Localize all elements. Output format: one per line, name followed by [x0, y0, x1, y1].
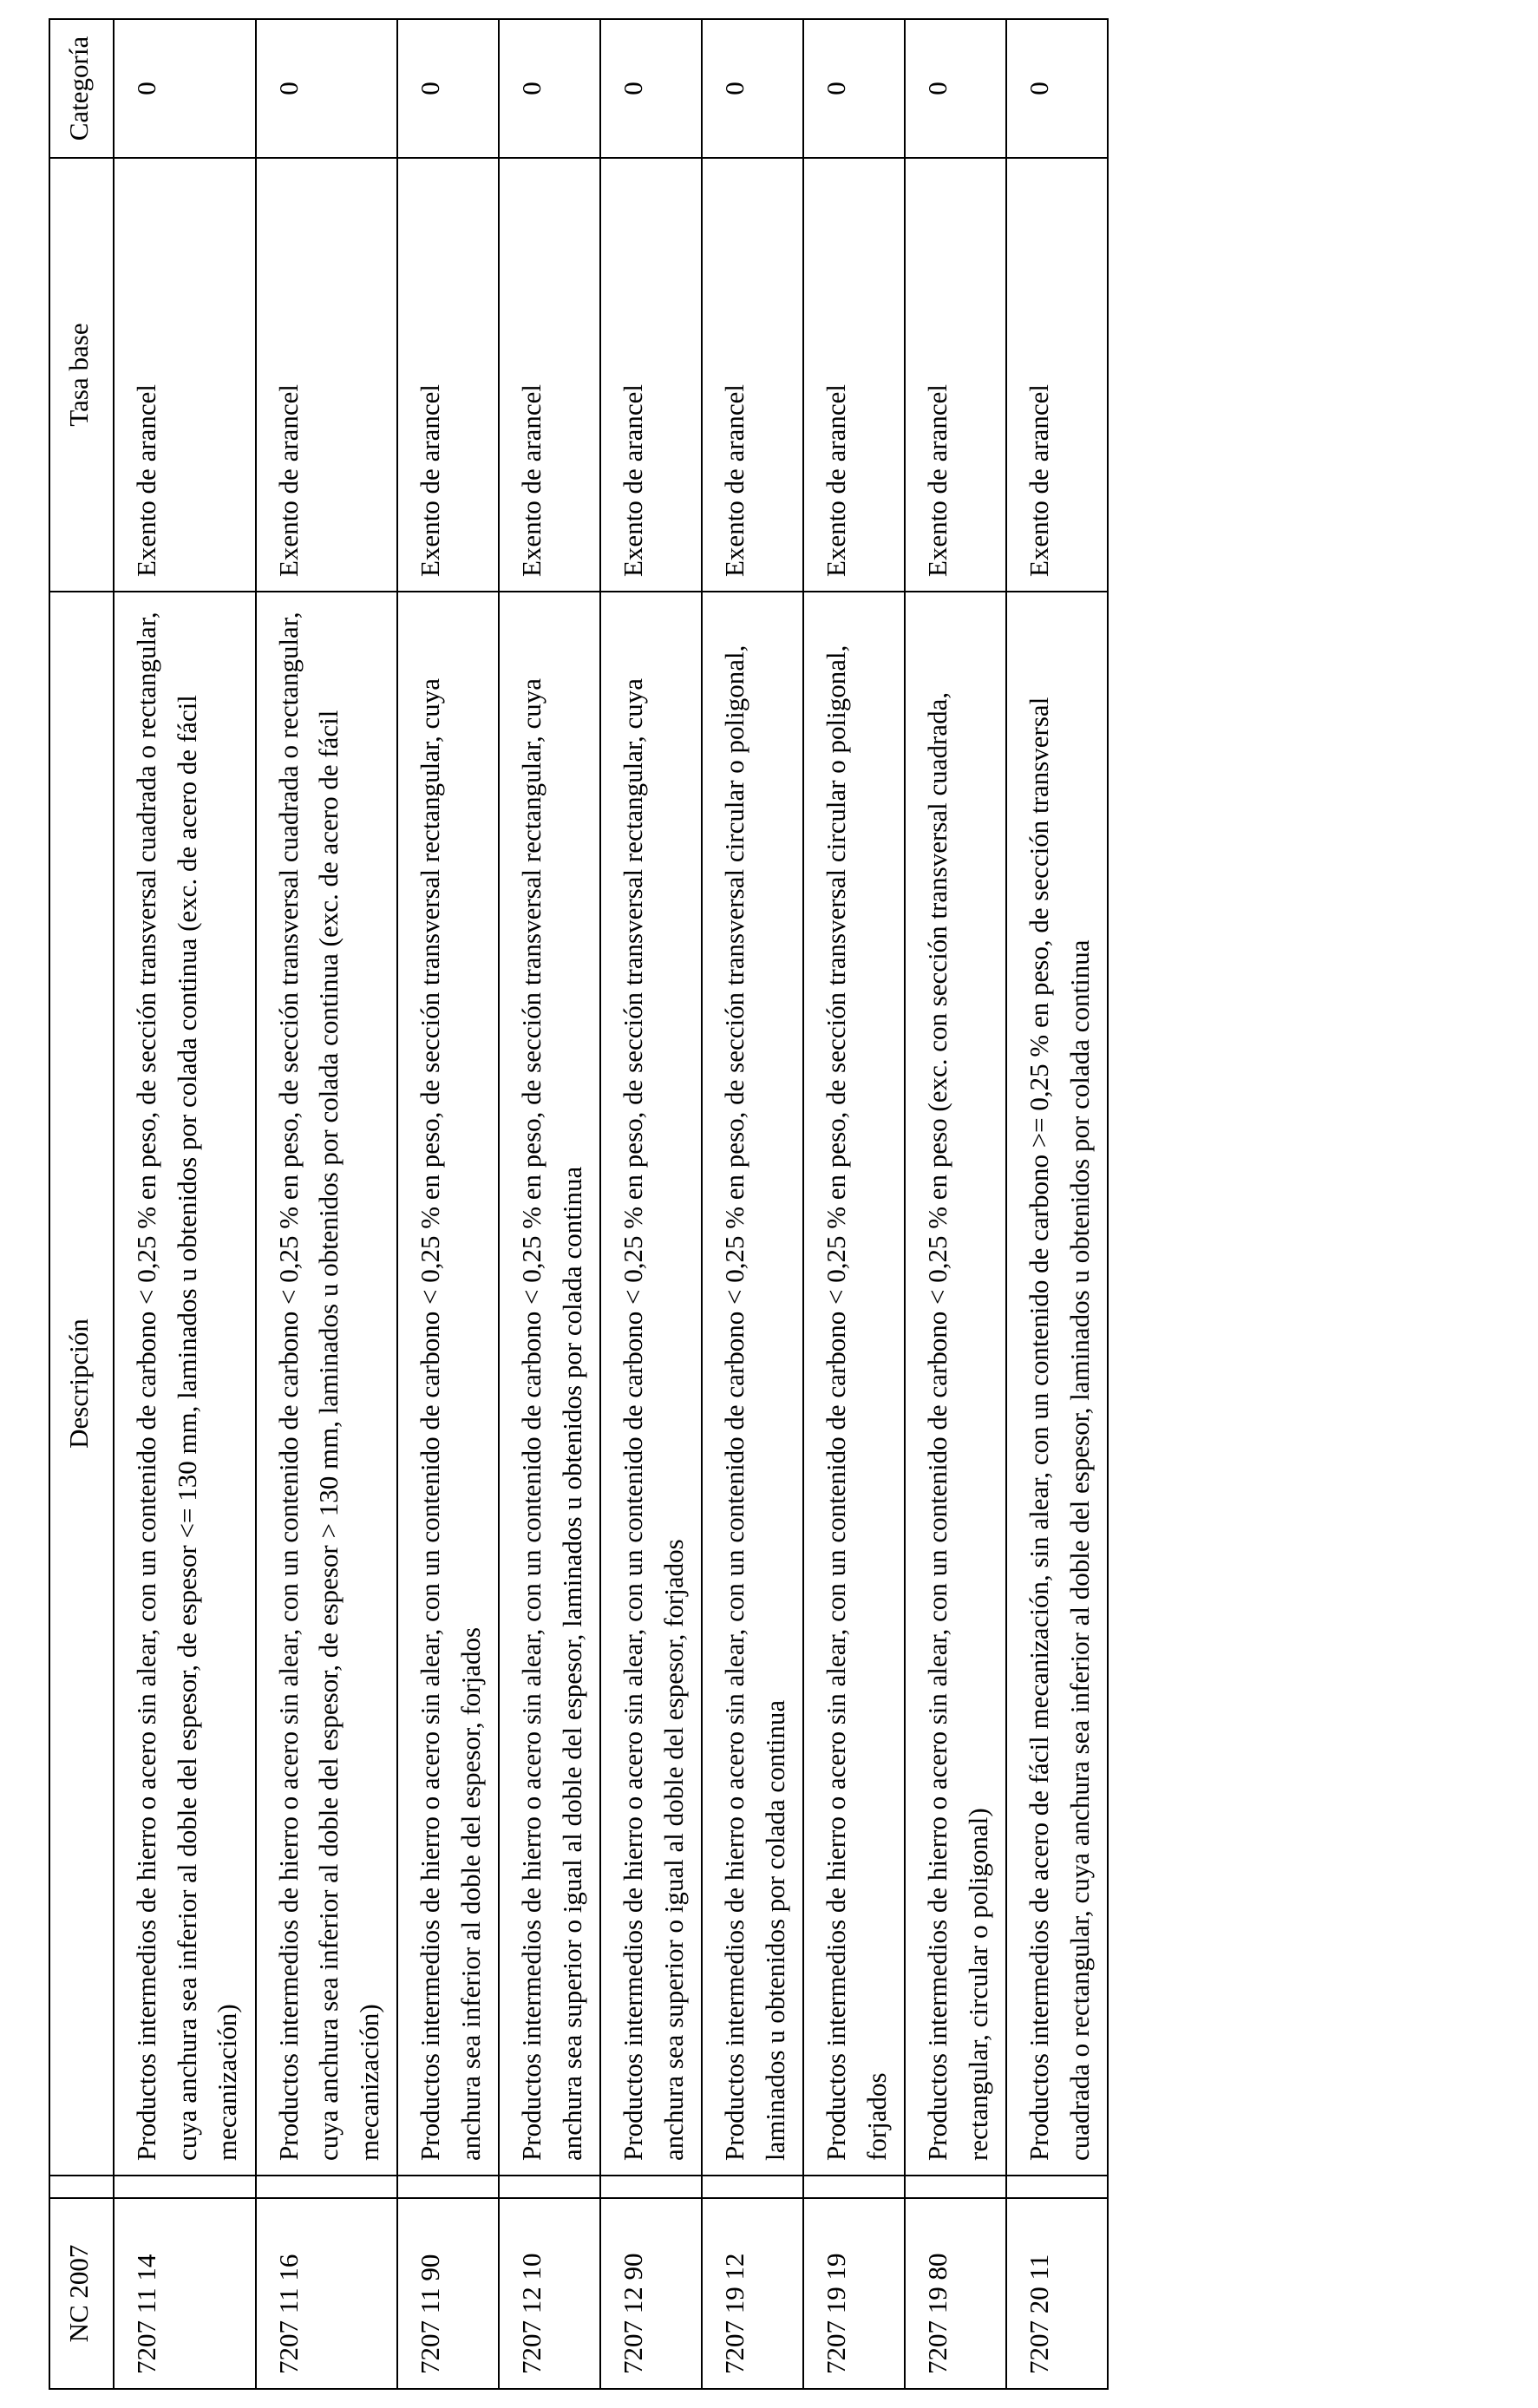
code-cell: 7207 19 19 [803, 2198, 905, 2389]
table-row [600, 19, 702, 2389]
category-cell: 0 [905, 19, 1006, 158]
code-cell: 7207 11 90 [397, 2198, 499, 2389]
spacer-cell [114, 2176, 256, 2198]
table-row [1006, 19, 1108, 2389]
description-cell: Productos intermedios de hierro o acero sin alear, con un contenido de carbono < 0,25 % en peso, de sección transversal cuadrada o rectangular, cuya anchura sea inferior al doble del espesor, de espesor <= 130 mm, laminados u obtenidos por colada continua (exc. de acero de fácil mecanización) [114, 592, 256, 2176]
table-header-row [49, 19, 114, 2389]
table-row [905, 19, 1006, 2389]
rate-cell: Exento de arancel [499, 158, 600, 592]
category-cell: 0 [600, 19, 702, 158]
rate-cell: Exento de arancel [1006, 158, 1108, 592]
category-cell: 0 [702, 19, 803, 158]
table-row [702, 19, 803, 2389]
description-cell: Productos intermedios de hierro o acero sin alear, con un contenido de carbono < 0,25 % en peso, de sección transversal rectangular, cuya anchura sea inferior al doble del espesor, forjados [397, 592, 499, 2176]
header-code: NC 2007 [49, 2198, 114, 2389]
category-cell: 0 [256, 19, 398, 158]
code-cell: 7207 20 11 [1006, 2198, 1108, 2389]
rate-cell: Exento de arancel [905, 158, 1006, 592]
category-cell: 0 [114, 19, 256, 158]
table-row [256, 19, 398, 2389]
tariff-table [49, 18, 1109, 2390]
rotated-page [49, 20, 1105, 2390]
description-cell: Productos intermedios de hierro o acero sin alear, con un contenido de carbono < 0,25 % en peso, de sección transversal circular o poligonal, laminados u obtenidos por colada continua [702, 592, 803, 2176]
spacer-cell [702, 2176, 803, 2198]
header-description: Descripción [49, 592, 114, 2176]
spacer-cell [803, 2176, 905, 2198]
category-cell: 0 [803, 19, 905, 158]
code-cell: 7207 11 16 [256, 2198, 398, 2389]
code-cell: 7207 19 80 [905, 2198, 1006, 2389]
header-category: Categoría [49, 19, 114, 158]
category-cell: 0 [499, 19, 600, 158]
spacer-cell [600, 2176, 702, 2198]
rate-cell: Exento de arancel [803, 158, 905, 592]
spacer-cell [256, 2176, 398, 2198]
code-cell: 7207 11 14 [114, 2198, 256, 2389]
category-cell: 0 [397, 19, 499, 158]
rate-cell: Exento de arancel [114, 158, 256, 592]
code-cell: 7207 19 12 [702, 2198, 803, 2389]
description-cell: Productos intermedios de hierro o acero sin alear, con un contenido de carbono < 0,25 % en peso, de sección transversal circular o poligonal, forjados [803, 592, 905, 2176]
rate-cell: Exento de arancel [397, 158, 499, 592]
rate-cell: Exento de arancel [702, 158, 803, 592]
description-cell: Productos intermedios de hierro o acero sin alear, con un contenido de carbono < 0,25 % en peso, de sección transversal rectangular, cuya anchura sea superior o igual al doble del espesor, forjados [600, 592, 702, 2176]
table-row [803, 19, 905, 2389]
header-spacer [49, 2176, 114, 2198]
description-cell: Productos intermedios de acero de fácil mecanización, sin alear, con un contenido de carbono >= 0,25 % en peso, de sección transversal cuadrada o rectangular, cuya anchura sea inferior al doble del espesor, laminados u obtenidos por colada continua [1006, 592, 1108, 2176]
spacer-cell [397, 2176, 499, 2198]
header-rate: Tasa base [49, 158, 114, 592]
code-cell: 7207 12 10 [499, 2198, 600, 2389]
table-row [114, 19, 256, 2389]
description-cell: Productos intermedios de hierro o acero sin alear, con un contenido de carbono < 0,25 % en peso, de sección transversal rectangular, cuya anchura sea superior o igual al doble del espesor, laminados u obtenidos por colada continua [499, 592, 600, 2176]
description-cell: Productos intermedios de hierro o acero sin alear, con un contenido de carbono < 0,25 % en peso (exc. con sección transversal cuadrada, rectangular, circular o poligonal) [905, 592, 1006, 2176]
spacer-cell [499, 2176, 600, 2198]
table-row [397, 19, 499, 2389]
description-cell: Productos intermedios de hierro o acero sin alear, con un contenido de carbono < 0,25 % en peso, de sección transversal cuadrada o rectangular, cuya anchura sea inferior al doble del espesor, de espesor > 130 mm, laminados u obtenidos por colada continua (exc. de acero de fácil mecanización) [256, 592, 398, 2176]
category-cell: 0 [1006, 19, 1108, 158]
table-row [499, 19, 600, 2389]
rate-cell: Exento de arancel [256, 158, 398, 592]
spacer-cell [905, 2176, 1006, 2198]
rate-cell: Exento de arancel [600, 158, 702, 592]
code-cell: 7207 12 90 [600, 2198, 702, 2389]
spacer-cell [1006, 2176, 1108, 2198]
